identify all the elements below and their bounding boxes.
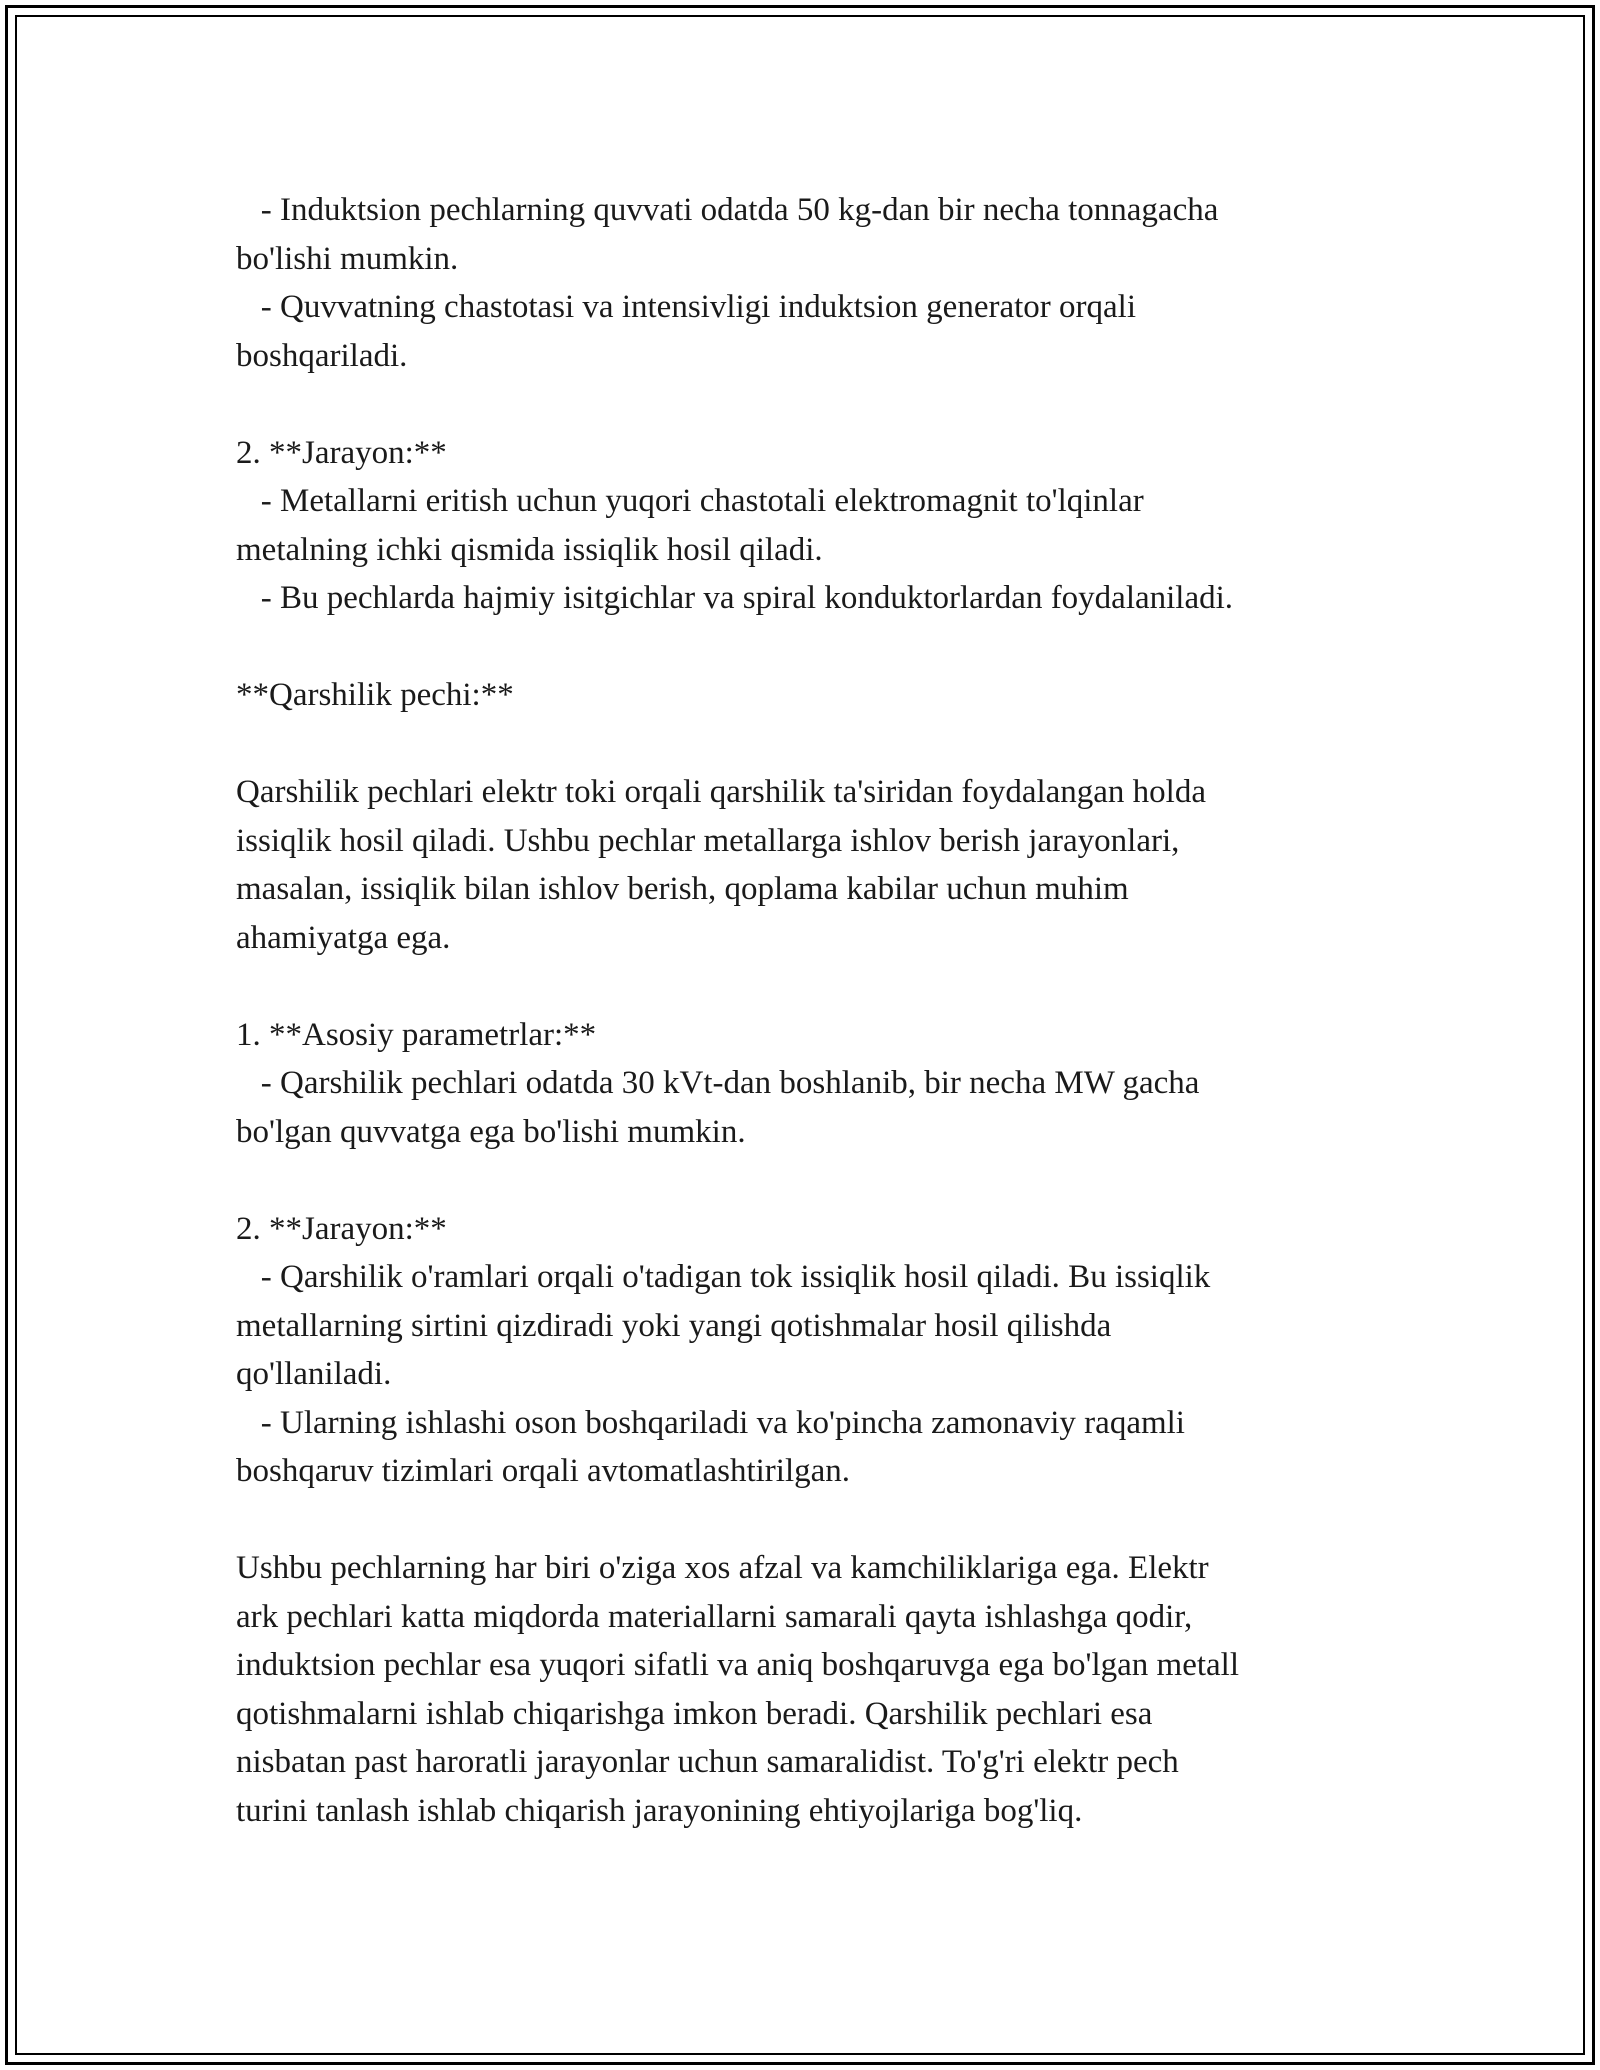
text-line: qotishmalarni ishlab chiqarishga imkon beradi. Qarshilik pechlari esa [236,1695,1153,1732]
blank-line [236,1496,1366,1545]
blank-line [236,1156,1366,1205]
blank-line [236,720,1366,769]
text-line: - Ularning ishlashi oson boshqariladi va ko'pincha zamonaviy raqamli [236,1404,1185,1441]
text-line: Ushbu pechlarning har biri o'ziga xos afzal va kamchiliklariga ega. Elektr [236,1550,1209,1586]
text-line: bo'lgan quvvatga ega bo'lishi mumkin. [236,1113,746,1150]
text-line: issiqlik hosil qiladi. Ushbu pechlar metallarga ishlov berish jarayonlari, [236,822,1180,859]
document-body [236,186,1366,1835]
text-line: metalning ichki qismida issiqlik hosil qiladi. [236,531,823,568]
text-line: Qarshilik pechlari elektr toki orqali qarshilik ta'siridan foydalangan holda [236,774,1206,810]
text-line: ahamiyatga ega. [236,919,451,956]
text-line: - Quvvatning chastotasi va intensivligi induktsion generator orqali [236,289,1136,325]
section-heading: 1. **Asosiy parametrlar:** [236,1016,597,1053]
text-line: - Metallarni eritish uchun yuqori chastotali elektromagnit to'lqinlar [236,483,1144,519]
text-line: metallarning sirtini qizdiradi yoki yangi qotishmalar hosil qilishda [236,1307,1112,1344]
section-heading: 2. **Jarayon:** [236,1210,447,1247]
text-line: boshqaruv tizimlari orqali avtomatlashtirilgan. [236,1453,851,1489]
text-line: boshqariladi. [236,337,408,374]
section-heading: 2. **Jarayon:** [236,434,447,471]
blank-line [236,962,1366,1011]
text-line: qo'llaniladi. [236,1356,392,1392]
section-heading: **Qarshilik pechi:** [236,677,514,713]
text-line: induktsion pechlar esa yuqori sifatli va aniq boshqaruvga ega bo'lgan metall [236,1647,1240,1683]
text-line: - Induktsion pechlarning quvvati odatda 50 kg-dan bir necha tonnagacha [236,192,1219,228]
text-line: bo'lishi mumkin. [236,240,459,277]
text-line: nisbatan past haroratli jarayonlar uchun samaralidist. To'g'ri elektr pech [236,1744,1179,1780]
text-line: masalan, issiqlik bilan ishlov berish, qoplama kabilar uchun muhim [236,871,1129,907]
blank-line [236,380,1366,429]
blank-line [236,623,1366,672]
text-line: - Qarshilik pechlari odatda 30 kVt-dan boshlanib, bir necha MW gacha [236,1065,1200,1101]
text-line: - Bu pechlarda hajmiy isitgichlar va spiral konduktorlardan foydalaniladi. [236,580,1234,616]
text-line: turini tanlash ishlab chiqarish jarayonining ehtiyojlariga bog'liq. [236,1792,1083,1829]
text-line: ark pechlari katta miqdorda materiallarni samarali qayta ishlashga qodir, [236,1598,1193,1635]
text-line: - Qarshilik o'ramlari orqali o'tadigan tok issiqlik hosil qiladi. Bu issiqlik [236,1259,1211,1295]
